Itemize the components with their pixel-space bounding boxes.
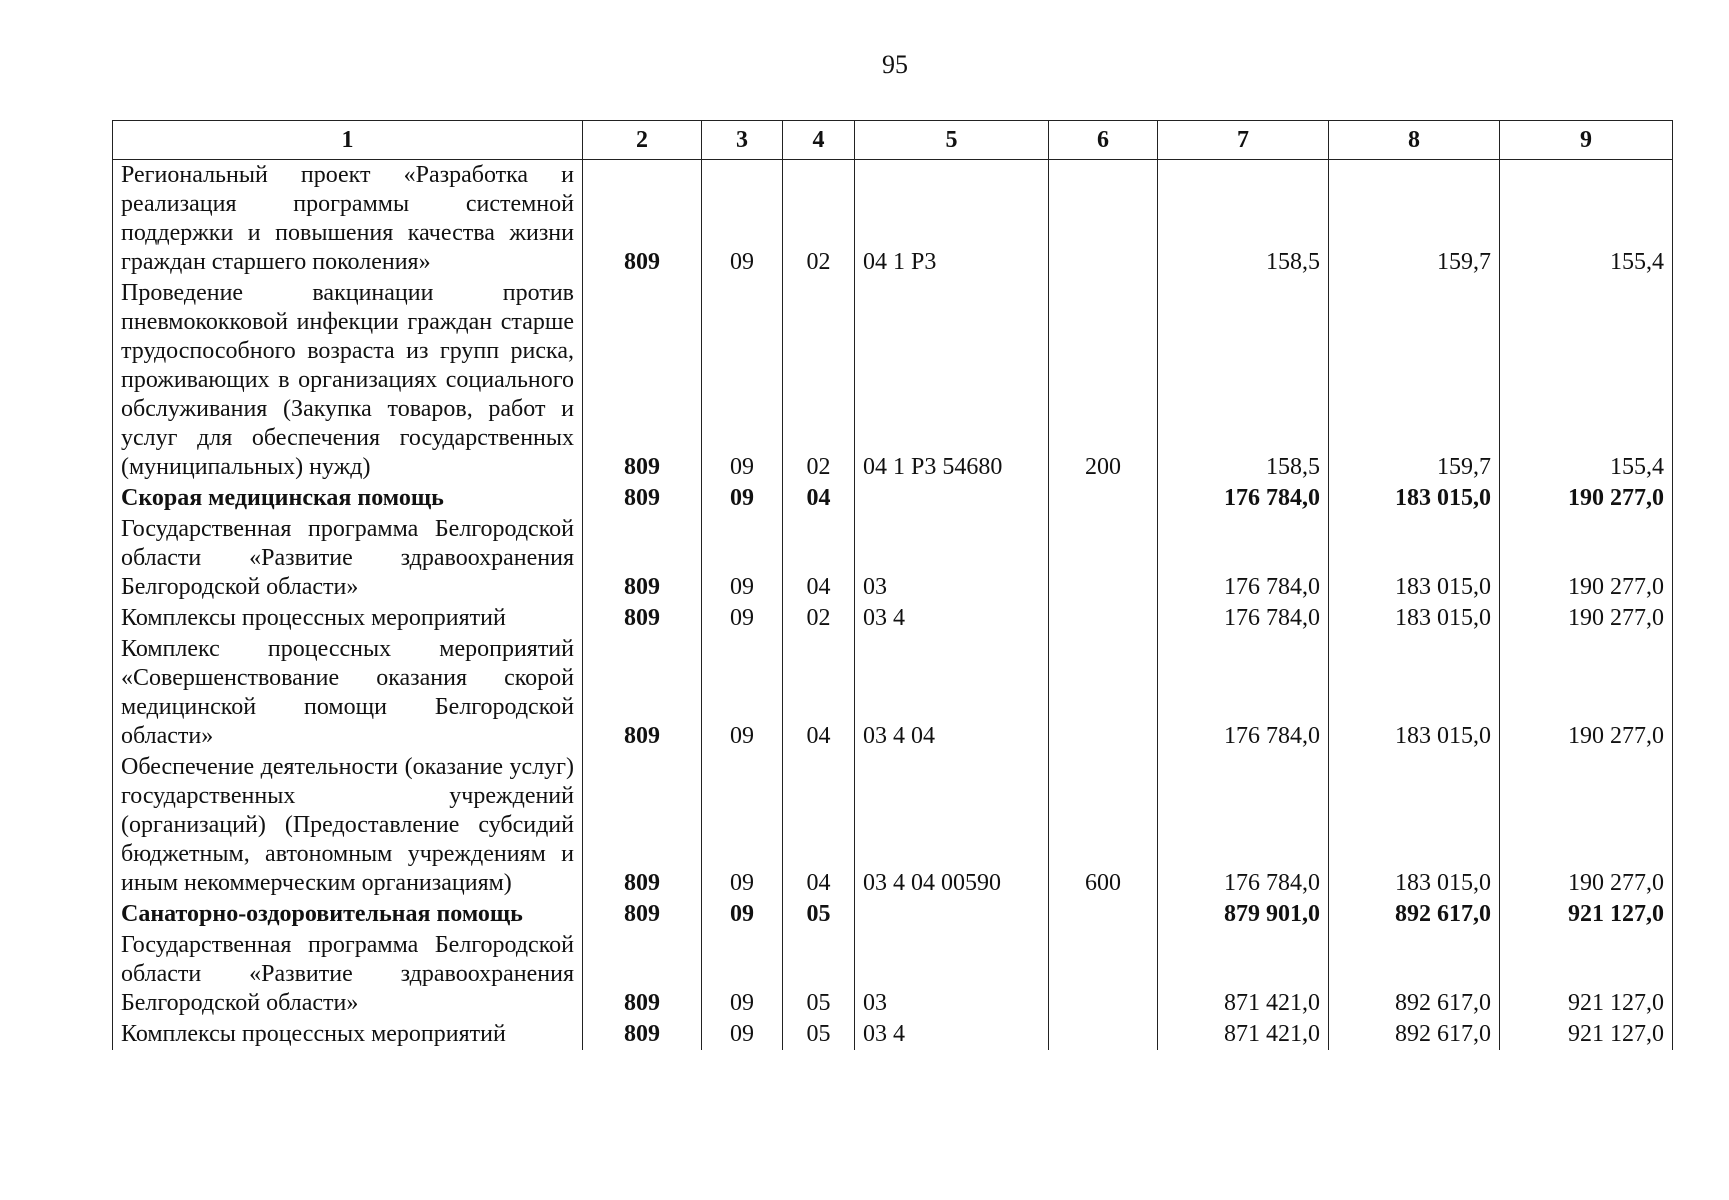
table-row	[113, 603, 1673, 634]
row-amount-col-9: 190 277,0	[1500, 483, 1673, 514]
row-subsection: 05	[783, 899, 855, 930]
row-amount-col-8: 159,7	[1329, 278, 1500, 483]
row-target-article: 03	[855, 930, 1049, 1019]
row-expense-type: 600	[1049, 752, 1158, 899]
row-admin-code: 809	[583, 160, 702, 279]
row-name: Скорая медицинская помощь	[113, 483, 583, 514]
row-section: 09	[702, 752, 783, 899]
table-row	[113, 930, 1673, 1019]
row-subsection: 04	[783, 634, 855, 752]
row-section: 09	[702, 1019, 783, 1050]
row-name: Региональный проект «Разработка и реализация программы системной поддержки и повышения качества жизни граждан старшего поколения»	[113, 160, 583, 279]
row-amount-col-8: 159,7	[1329, 160, 1500, 279]
row-amount-col-8: 892 617,0	[1329, 1019, 1500, 1050]
row-target-article: 03	[855, 514, 1049, 603]
header-col-2: 2	[583, 121, 702, 160]
row-expense-type: 200	[1049, 278, 1158, 483]
row-expense-type	[1049, 634, 1158, 752]
row-admin-code: 809	[583, 752, 702, 899]
row-section: 09	[702, 930, 783, 1019]
row-target-article: 03 4	[855, 603, 1049, 634]
row-admin-code: 809	[583, 899, 702, 930]
row-amount-col-8: 183 015,0	[1329, 752, 1500, 899]
row-admin-code: 809	[583, 634, 702, 752]
row-name: Комплексы процессных мероприятий	[113, 1019, 583, 1050]
row-name: Санаторно-оздоровительная помощь	[113, 899, 583, 930]
row-subsection: 02	[783, 160, 855, 279]
row-amount-col-8: 183 015,0	[1329, 514, 1500, 603]
row-expense-type	[1049, 514, 1158, 603]
row-section: 09	[702, 603, 783, 634]
row-target-article	[855, 899, 1049, 930]
row-target-article: 03 4 04 00590	[855, 752, 1049, 899]
row-amount-col-7: 158,5	[1158, 278, 1329, 483]
table-row	[113, 278, 1673, 483]
table-row	[113, 634, 1673, 752]
header-row	[113, 121, 1673, 160]
row-subsection: 05	[783, 930, 855, 1019]
row-name: Комплексы процессных мероприятий	[113, 603, 583, 634]
table-row	[113, 514, 1673, 603]
row-amount-col-7: 176 784,0	[1158, 603, 1329, 634]
row-subsection: 04	[783, 483, 855, 514]
row-subsection: 02	[783, 603, 855, 634]
row-section: 09	[702, 634, 783, 752]
row-target-article: 03 4 04	[855, 634, 1049, 752]
row-amount-col-7: 871 421,0	[1158, 1019, 1329, 1050]
row-amount-col-7: 871 421,0	[1158, 930, 1329, 1019]
row-amount-col-8: 892 617,0	[1329, 930, 1500, 1019]
row-expense-type	[1049, 899, 1158, 930]
row-subsection: 02	[783, 278, 855, 483]
table-row	[113, 160, 1673, 279]
row-subsection: 04	[783, 752, 855, 899]
page-number: 95	[882, 50, 908, 79]
header-col-8: 8	[1329, 121, 1500, 160]
header-col-3: 3	[702, 121, 783, 160]
row-amount-col-9: 190 277,0	[1500, 514, 1673, 603]
row-name: Проведение вакцинации против пневмококковой инфекции граждан старше трудоспособного возраста из групп риска, проживающих в организациях социального обслуживания (Закупка товаров, работ и услуг для обеспечения государственных (муниципальных) нужд)	[113, 278, 583, 483]
row-amount-col-7: 879 901,0	[1158, 899, 1329, 930]
row-amount-col-9: 921 127,0	[1500, 899, 1673, 930]
row-amount-col-9: 155,4	[1500, 278, 1673, 483]
row-admin-code: 809	[583, 483, 702, 514]
row-name: Комплекс процессных мероприятий «Совершенствование оказания скорой медицинской помощи Белгородской области»	[113, 634, 583, 752]
row-admin-code: 809	[583, 603, 702, 634]
row-section: 09	[702, 160, 783, 279]
row-amount-col-7: 176 784,0	[1158, 483, 1329, 514]
row-name: Государственная программа Белгородской области «Развитие здравоохранения Белгородской области»	[113, 930, 583, 1019]
row-expense-type	[1049, 603, 1158, 634]
row-target-article: 04 1 Р3	[855, 160, 1049, 279]
row-amount-col-7: 176 784,0	[1158, 634, 1329, 752]
row-expense-type	[1049, 930, 1158, 1019]
header-col-9: 9	[1500, 121, 1673, 160]
row-amount-col-7: 158,5	[1158, 160, 1329, 279]
row-name: Государственная программа Белгородской области «Развитие здравоохранения Белгородской области»	[113, 514, 583, 603]
table-row	[113, 483, 1673, 514]
row-admin-code: 809	[583, 930, 702, 1019]
row-subsection: 05	[783, 1019, 855, 1050]
row-target-article: 04 1 Р3 54680	[855, 278, 1049, 483]
row-expense-type	[1049, 483, 1158, 514]
row-expense-type	[1049, 160, 1158, 279]
row-section: 09	[702, 483, 783, 514]
row-amount-col-8: 892 617,0	[1329, 899, 1500, 930]
table-row	[113, 899, 1673, 930]
header-col-4: 4	[783, 121, 855, 160]
header-col-5: 5	[855, 121, 1049, 160]
row-admin-code: 809	[583, 278, 702, 483]
row-expense-type	[1049, 1019, 1158, 1050]
row-amount-col-8: 183 015,0	[1329, 483, 1500, 514]
header-col-1: 1	[113, 121, 583, 160]
header-col-6: 6	[1049, 121, 1158, 160]
row-section: 09	[702, 899, 783, 930]
row-admin-code: 809	[583, 1019, 702, 1050]
row-section: 09	[702, 278, 783, 483]
row-section: 09	[702, 514, 783, 603]
row-subsection: 04	[783, 514, 855, 603]
row-target-article: 03 4	[855, 1019, 1049, 1050]
row-amount-col-9: 921 127,0	[1500, 1019, 1673, 1050]
row-amount-col-7: 176 784,0	[1158, 752, 1329, 899]
row-amount-col-9: 155,4	[1500, 160, 1673, 279]
row-amount-col-8: 183 015,0	[1329, 603, 1500, 634]
row-amount-col-9: 921 127,0	[1500, 930, 1673, 1019]
row-admin-code: 809	[583, 514, 702, 603]
table-row	[113, 752, 1673, 899]
row-amount-col-9: 190 277,0	[1500, 634, 1673, 752]
budget-table	[112, 120, 1673, 1050]
header-col-7: 7	[1158, 121, 1329, 160]
row-amount-col-9: 190 277,0	[1500, 752, 1673, 899]
row-amount-col-8: 183 015,0	[1329, 634, 1500, 752]
row-amount-col-7: 176 784,0	[1158, 514, 1329, 603]
table-row	[113, 1019, 1673, 1050]
row-target-article	[855, 483, 1049, 514]
row-name: Обеспечение деятельности (оказание услуг) государственных учреждений (организаций) (Предоставление субсидий бюджетным, автономным учреждениям и иным некоммерческим организациям)	[113, 752, 583, 899]
row-amount-col-9: 190 277,0	[1500, 603, 1673, 634]
